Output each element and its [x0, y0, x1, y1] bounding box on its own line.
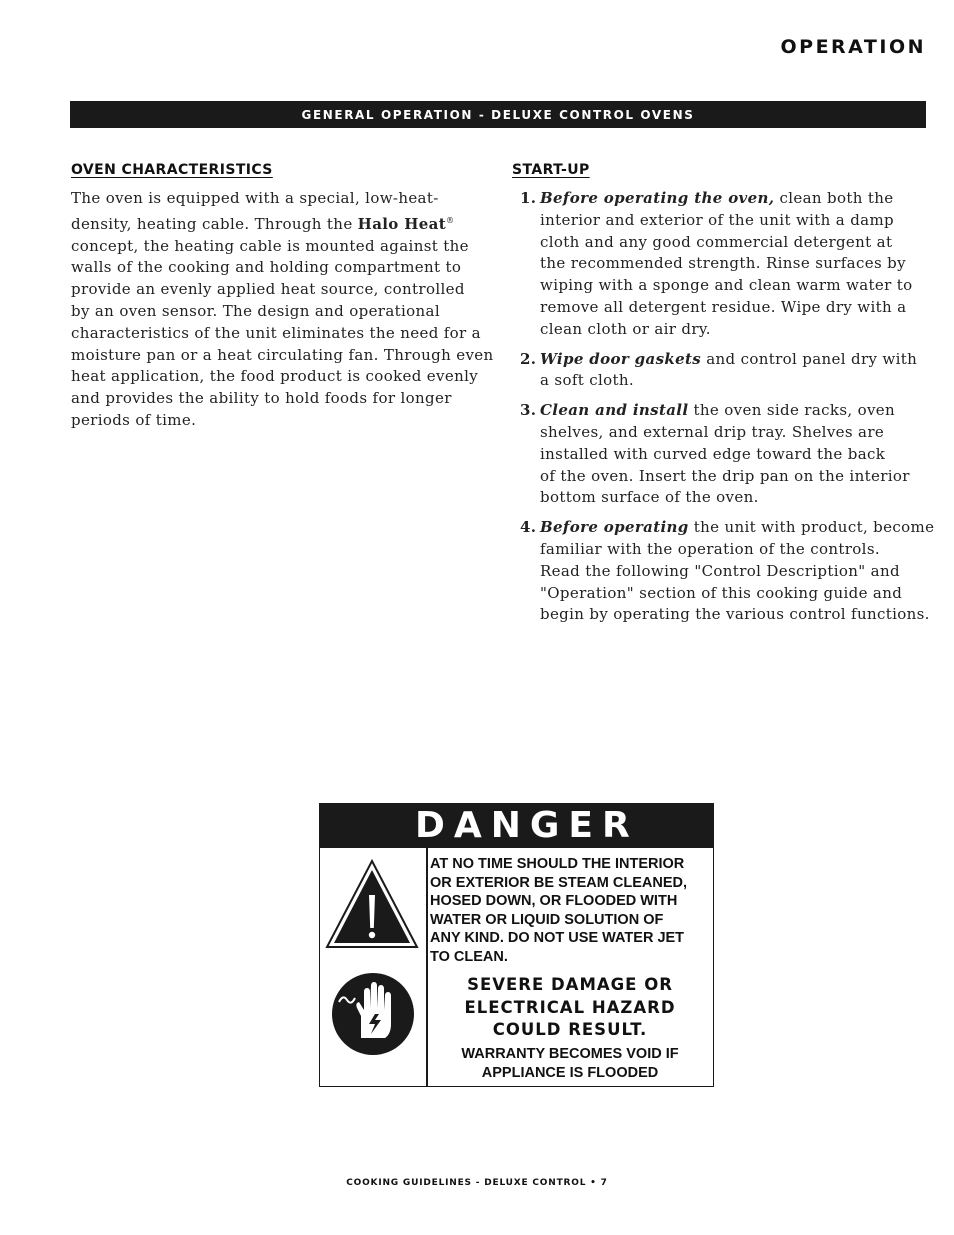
page-footer: COOKING GUIDELINES - DELUXE CONTROL • 7: [346, 1178, 608, 1188]
section-banner: [70, 101, 926, 128]
paragraph-line: heat application, the food product is cooked evenly: [71, 367, 479, 386]
danger-divider: [426, 848, 428, 1086]
step-lead: Clean and install: [540, 401, 689, 420]
step-text: the oven side racks, oven: [688, 401, 896, 420]
step-line: remove all detergent residue. Wipe dry with a: [540, 297, 907, 316]
danger-title: DANGER: [320, 804, 713, 848]
paragraph-line: periods of time.: [71, 410, 197, 429]
danger-warning-line: WATER OR LIQUID SOLUTION OF: [430, 911, 664, 928]
paragraph-line: by an oven sensor. The design and operational: [71, 301, 440, 320]
paragraph-line: [71, 210, 491, 236]
step-item: [512, 517, 935, 626]
section-title: OPERATION: [780, 36, 926, 58]
oven-characteristics-text: [71, 188, 494, 432]
danger-result-line: COULD RESULT.: [492, 1020, 648, 1039]
danger-warning-line: OR EXTERIOR BE STEAM CLEANED,: [430, 874, 687, 891]
step-line: wiping with a sponge and clean warm water to: [540, 276, 913, 295]
warning-triangle-icon: [324, 858, 420, 950]
paragraph-line: The oven is equipped with a special, low-heat-: [71, 189, 439, 207]
danger-result-text: [430, 974, 710, 1042]
danger-warranty-text: [430, 1045, 710, 1083]
paragraph-line: provide an evenly applied heat source, controlled: [71, 280, 465, 299]
step-line: shelves, and external drip tray. Shelves are: [540, 422, 885, 441]
step-lead: Before operating: [540, 518, 689, 537]
start-up-heading: START-UP: [512, 162, 590, 178]
step-line: clean cloth or air dry.: [540, 319, 711, 338]
step-lead: Wipe door gaskets: [540, 349, 702, 368]
step-line: cloth and any good commercial detergent at: [540, 232, 893, 251]
step-line: begin by operating the various control functions.: [540, 605, 930, 624]
electric-shock-hand-icon: [331, 972, 415, 1056]
paragraph-line: concept, the heating cable is mounted against the: [71, 236, 469, 255]
banner-title: GENERAL OPERATION - DELUXE CONTROL OVENS: [301, 107, 695, 122]
step-item: [512, 188, 932, 341]
step-lead: Before operating the oven,: [540, 189, 775, 207]
step-line: familiar with the operation of the controls.: [540, 539, 880, 558]
paragraph-line: walls of the cooking and holding compartment to: [71, 258, 462, 277]
step-text: clean both the: [774, 189, 894, 207]
danger-result-line: ELECTRICAL HAZARD: [464, 997, 676, 1017]
danger-warranty-line: APPLIANCE IS FLOODED: [481, 1065, 659, 1081]
step-number: 1.: [520, 189, 537, 207]
step-text: and control panel dry with: [701, 349, 918, 368]
paragraph-line: characteristics of the unit eliminates the need for a: [71, 323, 481, 342]
oven-characteristics-heading: OVEN CHARACTERISTICS: [71, 162, 273, 178]
step-line: the recommended strength. Rinse surfaces by: [540, 254, 906, 273]
step-line: installed with curved edge toward the back: [540, 444, 886, 463]
step-item: [512, 349, 932, 393]
step-number: 2.: [520, 349, 537, 368]
step-line: "Operation" section of this cooking guide and: [540, 583, 903, 602]
step-line: bottom surface of the oven.: [540, 488, 759, 507]
step-line: Read the following "Control Description" and: [540, 561, 900, 580]
paragraph-text: density, heating cable. Through the: [71, 214, 358, 233]
paragraph-line: and provides the ability to hold foods for longer: [71, 389, 452, 408]
paragraph-line: moisture pan or a heat circulating fan. Through even: [71, 345, 494, 364]
halo-heat-brand: Halo Heat: [357, 214, 447, 233]
danger-result-line: SEVERE DAMAGE OR: [467, 975, 673, 994]
step-line: [540, 349, 932, 371]
step-number: 3.: [520, 401, 537, 420]
danger-warning-line: AT NO TIME SHOULD THE INTERIOR: [430, 856, 685, 872]
step-line: a soft cloth.: [540, 371, 635, 390]
step-line: interior and exterior of the unit with a damp: [540, 210, 894, 229]
step-line: [540, 517, 935, 539]
step-line: [540, 400, 932, 422]
start-up-steps: [512, 188, 935, 634]
step-number: 4.: [520, 518, 537, 537]
registered-mark: ®: [446, 215, 455, 225]
danger-warning-line: ANY KIND. DO NOT USE WATER JET: [430, 930, 685, 946]
danger-warning-text: [430, 855, 715, 966]
danger-warranty-line: WARRANTY BECOMES VOID IF: [461, 1046, 679, 1062]
step-item: [512, 400, 932, 509]
step-text: the unit with product, become: [688, 518, 935, 537]
danger-warning-line: HOSED DOWN, OR FLOODED WITH: [430, 893, 678, 909]
step-line: [540, 188, 932, 210]
danger-warning-line: TO CLEAN.: [430, 948, 508, 965]
danger-box: [319, 803, 714, 1087]
step-line: of the oven. Insert the drip pan on the interior: [540, 466, 910, 485]
